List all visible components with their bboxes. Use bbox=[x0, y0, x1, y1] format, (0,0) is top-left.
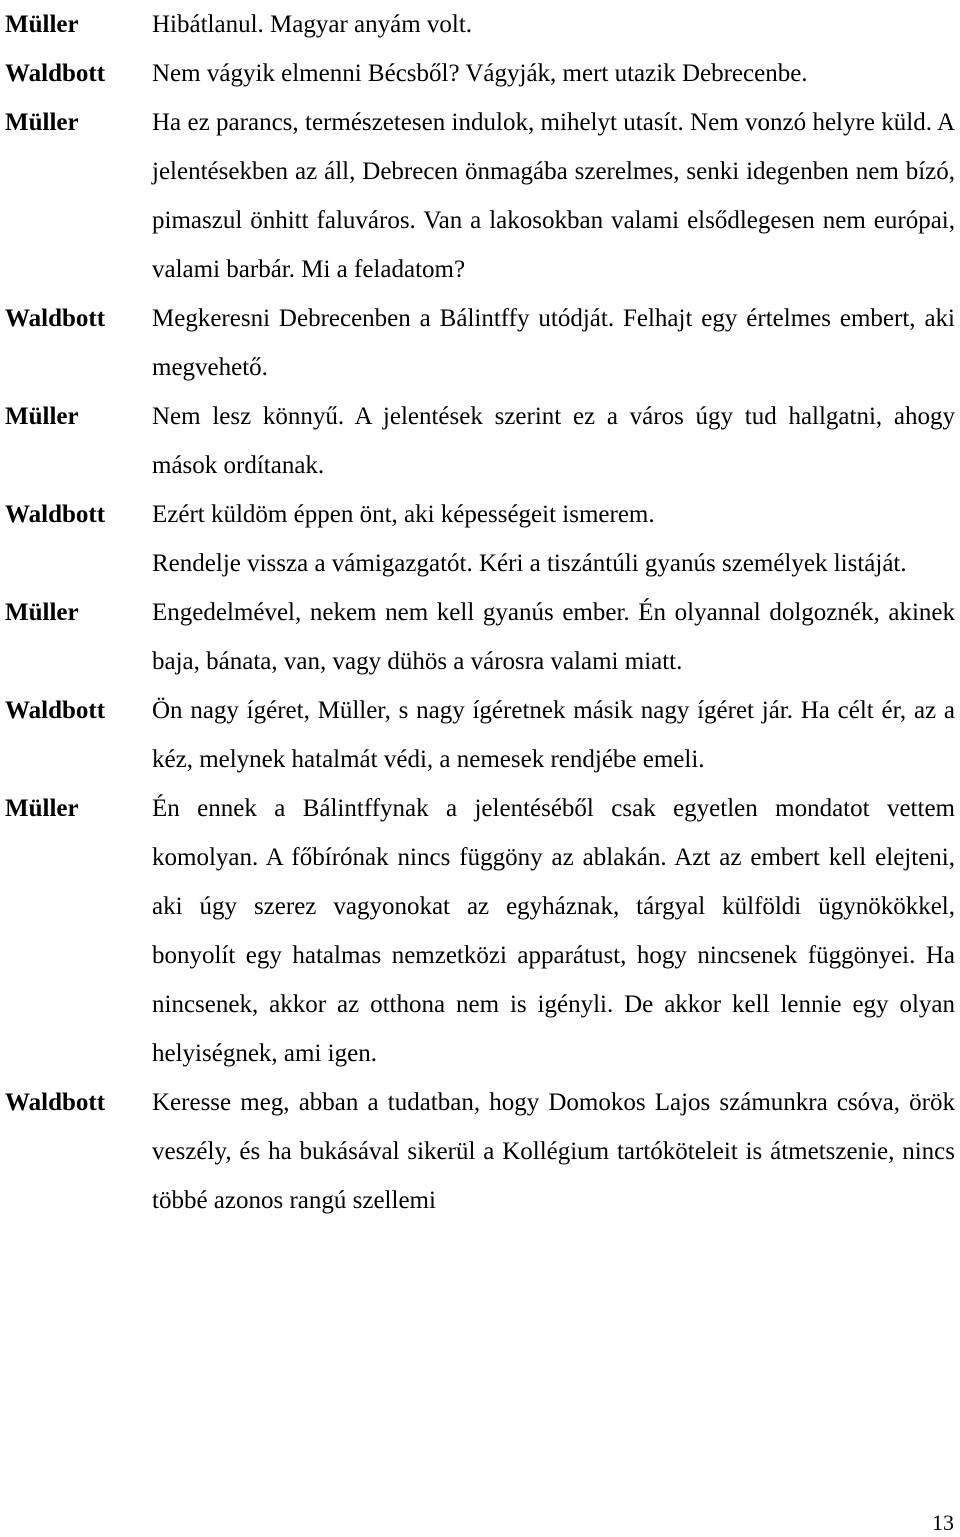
speech-text: Nem lesz könnyű. A jelentések szerint ez a város úgy tud hallgatni, ahogy mások ordítanak. bbox=[152, 403, 955, 479]
speech-block bbox=[152, 294, 955, 392]
speaker-name: Müller bbox=[5, 403, 79, 430]
speaker-name: Waldbott bbox=[5, 501, 106, 528]
dialogue-entry bbox=[5, 392, 955, 490]
speaker-name: Müller bbox=[5, 109, 79, 136]
dialogue-entry bbox=[5, 490, 955, 588]
page-number: 13 bbox=[932, 1510, 954, 1535]
speech-text: Ha ez parancs, természetesen indulok, mihelyt utasít. Nem vonzó helyre küld. A jelentésekben az áll, Debrecen önmagába szerelmes, senki idegenben nem bízó, pimaszul önhitt faluváros. Van a lakosokban valami elsődlegesen nem európai, valami barbár. Mi a feladatom? bbox=[152, 109, 955, 283]
speech-text: Nem vágyik elmenni Bécsből? Vágyják, mert utazik Debrecenbe. bbox=[152, 60, 808, 87]
dialogue-entry bbox=[5, 0, 955, 49]
dialogue-entry bbox=[5, 294, 955, 392]
speech-text: Ezért küldöm éppen önt, aki képességeit ismerem. bbox=[152, 501, 655, 528]
dialogue-entry bbox=[5, 49, 955, 98]
speaker-name: Waldbott bbox=[5, 1089, 106, 1116]
dialogue-entry bbox=[5, 588, 955, 686]
speech-block bbox=[152, 1078, 955, 1225]
speech-block bbox=[152, 490, 955, 588]
speech-block bbox=[152, 0, 955, 49]
speech-block bbox=[152, 98, 955, 294]
speech-text: Megkeresni Debrecenben a Bálintffy utódját. Felhajt egy értelmes embert, aki megvehető. bbox=[152, 305, 955, 381]
speech-block bbox=[152, 392, 955, 490]
speech-text: Engedelmével, nekem nem kell gyanús ember. Én olyannal dolgoznék, akinek baja, bánata, van, vagy dühös a városra valami miatt. bbox=[152, 599, 955, 675]
speaker-name: Waldbott bbox=[5, 305, 106, 332]
speech-text: Ön nagy ígéret, Müller, s nagy ígéretnek másik nagy ígéret jár. Ha célt ér, az a kéz, melynek hatalmát védi, a nemesek rendjébe emeli. bbox=[152, 697, 955, 773]
speech-text: Rendelje vissza a vámigazgatót. Kéri a tiszántúli gyanús személyek listáját. bbox=[152, 550, 907, 577]
speaker-name: Müller bbox=[5, 599, 79, 626]
dialogue-entry bbox=[5, 686, 955, 784]
speech-text: Hibátlanul. Magyar anyám volt. bbox=[152, 11, 473, 38]
speaker-name: Waldbott bbox=[5, 60, 106, 87]
speech-text: Keresse meg, abban a tudatban, hogy Domokos Lajos számunkra csóva, örök veszély, és ha bukásával sikerül a Kollégium tartóköteleit is átmetszenie, nincs többé azonos rangú szellemi bbox=[152, 1089, 955, 1214]
dialogue-entry bbox=[5, 784, 955, 1078]
speech-block bbox=[152, 784, 955, 1078]
dialogue-entry bbox=[5, 98, 955, 294]
speech-block bbox=[152, 588, 955, 686]
dialogue-entry bbox=[5, 1078, 955, 1225]
speech-block bbox=[152, 686, 955, 784]
speaker-name: Waldbott bbox=[5, 697, 106, 724]
dialogue-script bbox=[5, 0, 955, 1225]
speaker-name: Müller bbox=[5, 795, 79, 822]
speech-block bbox=[152, 49, 955, 98]
speech-text: Én ennek a Bálintffynak a jelentéséből csak egyetlen mondatot vettem komolyan. A főbírónak nincs függöny az ablakán. Azt az embert kell elejteni, aki úgy szerez vagyonokat az egyháznak, tárgyal külföldi ügynökökkel, bonyolít egy hatalmas nemzetközi apparátust, hogy nincsenek függönyei. Ha nincsenek, akkor az otthona nem is igényli. De akkor kell lennie egy olyan helyiségnek, ami igen. bbox=[152, 795, 955, 1067]
speaker-name: Müller bbox=[5, 11, 79, 38]
